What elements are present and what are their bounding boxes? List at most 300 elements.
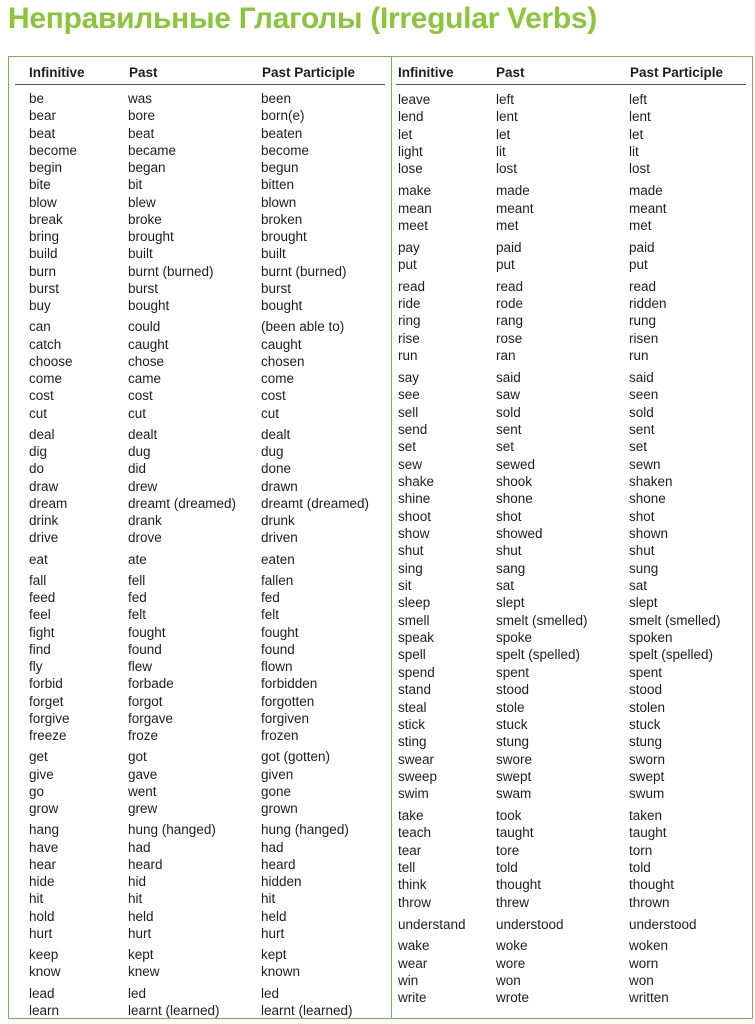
verb-past: rang [496, 313, 524, 329]
verb-past-participle: drunk [261, 513, 295, 528]
verb-past: drew [128, 478, 158, 494]
verb-infinitive: read [398, 278, 426, 294]
verb-past-participle: frozen [261, 728, 299, 743]
verb-infinitive: lead [29, 985, 55, 1001]
verb-past-participle: blown [261, 194, 297, 210]
verb-infinitive: mean [398, 200, 432, 216]
verb-past: hurt [128, 925, 152, 941]
verb-past: woke [496, 938, 528, 954]
verb-past-participle: sung [629, 560, 659, 576]
verb-infinitive: dream [29, 495, 68, 511]
verb-past-participle: torn [629, 842, 653, 858]
verb-infinitive: give [29, 766, 54, 782]
verb-past: let [496, 126, 511, 142]
verb-infinitive: run [398, 348, 418, 364]
verb-infinitive: light [398, 144, 423, 160]
verb-past-participle: sworn [629, 751, 666, 767]
verb-past-participle: read [629, 278, 657, 294]
verb-infinitive: hurt [29, 925, 53, 941]
verb-infinitive: sweep [398, 768, 438, 784]
verb-past-participle: born(e) [261, 108, 305, 124]
verb-infinitive: sell [398, 404, 419, 420]
verb-past: burst [128, 280, 159, 296]
verb-past-participle: begun [261, 160, 299, 175]
verb-past-participle: found [261, 641, 295, 657]
verb-past-participle: left [629, 92, 648, 107]
verb-past-participle: dreamt (dreamed) [261, 495, 370, 511]
verb-past: blew [128, 194, 156, 210]
verb-infinitive: leave [398, 92, 431, 107]
verb-past-participle: dealt [261, 426, 291, 442]
verb-past: taught [496, 825, 534, 841]
verb-past-participle: learnt (learned) [261, 1002, 353, 1018]
verb-infinitive: meet [398, 217, 429, 233]
verb-past-participle: hung (hanged) [261, 822, 349, 838]
verb-past: bore [128, 108, 156, 124]
verb-past: knew [128, 964, 160, 980]
verb-past: spent [496, 664, 530, 680]
verb-past: put [496, 256, 515, 272]
verb-infinitive: stick [398, 716, 425, 732]
verb-past: sent [496, 421, 522, 437]
verb-past: had [128, 839, 151, 855]
verb-past-participle: fought [261, 624, 299, 640]
verb-past-participle: known [261, 964, 301, 980]
verb-infinitive: be [29, 91, 45, 106]
verb-past: rose [496, 330, 523, 346]
verb-past-participle: written [629, 990, 669, 1006]
verb-past: sang [496, 560, 526, 576]
verb-infinitive: shut [398, 543, 424, 559]
verb-past: found [128, 641, 162, 657]
verb-past-participle: burnt (burned) [261, 263, 347, 279]
verb-past: brought [128, 229, 174, 244]
verb-past: said [496, 369, 521, 385]
column-divider [391, 57, 392, 1018]
verb-past: spoke [496, 630, 533, 646]
verb-past: froze [128, 728, 159, 743]
verb-past: could [128, 319, 161, 335]
verb-past-participle: paid [629, 239, 655, 255]
verb-infinitive: fall [29, 572, 47, 588]
verb-past: lit [496, 144, 506, 160]
verb-infinitive: hit [29, 891, 44, 907]
verb-past: hung (hanged) [128, 822, 216, 838]
verb-past-participle: bought [261, 298, 303, 313]
verb-infinitive: teach [398, 825, 432, 841]
verb-infinitive: let [398, 126, 413, 142]
verb-infinitive: forbid [29, 676, 63, 692]
verb-infinitive: come [29, 371, 63, 386]
verb-infinitive: catch [29, 336, 62, 352]
verb-infinitive: steal [398, 699, 427, 715]
verb-past: read [496, 278, 524, 294]
verb-past: chose [128, 353, 165, 369]
verb-infinitive: build [29, 246, 58, 262]
verb-past-participle: thrown [629, 894, 670, 910]
verb-infinitive: get [29, 749, 48, 765]
verb-infinitive: speak [398, 630, 435, 646]
verb-past: forgot [128, 693, 163, 709]
verb-infinitive: beat [29, 125, 56, 141]
verb-past-participle: stuck [629, 716, 661, 732]
verb-past: hid [128, 874, 147, 889]
verb-past-participle: driven [261, 530, 298, 546]
verb-infinitive: sew [398, 456, 423, 472]
verb-past: stuck [496, 716, 528, 732]
verb-past-participle: fed [261, 590, 280, 605]
verb-past-participle: smelt (smelled) [629, 612, 721, 628]
verb-past: learnt (learned) [128, 1002, 220, 1018]
verb-past-participle: sold [629, 404, 654, 420]
verb-past-participle: had [261, 839, 284, 855]
verb-past-participle: shaken [629, 473, 673, 489]
verb-past-participle: forgotten [261, 693, 315, 709]
verb-past-participle: stung [629, 734, 663, 750]
verb-infinitive: think [398, 877, 427, 893]
verb-past: led [128, 985, 147, 1001]
verb-past: lent [496, 109, 518, 125]
verb-infinitive: lend [398, 109, 424, 125]
verb-past: showed [496, 526, 543, 541]
verb-past: spelt (spelled) [496, 647, 581, 663]
verb-past: ran [496, 348, 516, 364]
verb-infinitive: bring [29, 229, 60, 244]
verb-infinitive: hang [29, 822, 60, 838]
verb-past: slept [496, 595, 525, 611]
verb-infinitive: tear [398, 842, 422, 858]
verb-infinitive: take [398, 808, 424, 823]
verb-infinitive: burst [29, 280, 60, 296]
verb-past-participle: spoken [629, 630, 673, 646]
verb-past-participle: sewn [629, 456, 661, 472]
verb-past: fed [128, 590, 147, 605]
verb-infinitive: draw [29, 478, 59, 494]
verb-past-participle: made [629, 183, 663, 199]
verb-past: shook [496, 473, 533, 489]
verb-past: tore [496, 842, 520, 858]
verb-past-participle: chosen [261, 353, 305, 369]
verb-past-participle: become [261, 142, 310, 158]
verb-past-participle: shone [629, 491, 666, 507]
verb-past: began [128, 160, 166, 175]
verb-past: fought [128, 624, 166, 640]
verb-past-participle: rung [629, 313, 657, 329]
verb-infinitive: bite [29, 177, 51, 193]
verb-infinitive: fight [29, 624, 55, 640]
verb-infinitive: hear [29, 856, 57, 872]
verb-past: drove [128, 530, 162, 546]
verb-infinitive: go [29, 783, 45, 799]
verb-infinitive: ring [398, 313, 421, 329]
verb-past: dealt [128, 426, 158, 442]
header-underline-right [396, 84, 746, 85]
verb-past: stung [496, 734, 530, 750]
verb-past-participle: sat [629, 578, 648, 594]
verb-infinitive: wear [398, 955, 428, 971]
verb-past-participle: woken [629, 938, 669, 954]
verb-infinitive: see [398, 387, 420, 403]
verb-past: fell [128, 572, 146, 588]
verb-past: flew [128, 659, 153, 674]
verb-past: smelt (smelled) [496, 612, 588, 628]
verb-infinitive: spell [398, 647, 426, 663]
verb-past: ate [128, 551, 147, 567]
verb-infinitive: cut [29, 405, 48, 421]
verb-past: forbade [128, 676, 174, 692]
verb-past-participle: gone [261, 783, 292, 799]
page-title: Неправильные Глаголы (Irregular Verbs) [8, 2, 597, 35]
verb-past: got [128, 749, 147, 765]
verb-infinitive: fly [29, 659, 43, 674]
verb-past-participle: lit [629, 144, 639, 160]
verb-infinitive: show [398, 526, 430, 541]
verb-past-participle: come [261, 371, 295, 386]
verb-past-participle: felt [261, 607, 280, 623]
verb-past-participle: kept [261, 947, 287, 962]
verb-infinitive: burn [29, 263, 57, 279]
verb-past-participle: won [629, 972, 654, 988]
verb-infinitive: buy [29, 298, 51, 313]
verb-past: told [496, 860, 518, 876]
verb-past-participle: got (gotten) [261, 749, 331, 765]
verb-infinitive: can [29, 319, 51, 335]
verb-infinitive: eat [29, 551, 48, 567]
verb-past-participle: been [261, 91, 292, 106]
verb-past: swore [496, 751, 533, 767]
verb-past-participle: worn [629, 955, 659, 971]
verb-past-participle: swum [629, 786, 665, 802]
verb-infinitive: shake [398, 473, 435, 489]
verb-past-participle: hidden [261, 874, 302, 889]
verb-infinitive: throw [398, 894, 432, 910]
verb-past-participle: flown [261, 659, 293, 674]
verb-past: shone [496, 491, 533, 507]
verb-infinitive: shoot [398, 508, 432, 524]
verb-past: meant [496, 200, 534, 216]
verb-past-participle: ridden [629, 296, 667, 312]
verb-past-participle: met [629, 217, 652, 233]
verb-past-participle: shown [629, 526, 669, 541]
verb-infinitive: say [398, 369, 420, 385]
verb-past: cost [128, 388, 153, 404]
verb-infinitive: blow [29, 194, 57, 210]
verb-infinitive: have [29, 839, 59, 855]
verb-infinitive: hide [29, 874, 55, 889]
verb-past-participle: lost [629, 161, 651, 177]
verb-past-participle: forgiven [261, 710, 310, 726]
verb-infinitive: dig [29, 444, 48, 459]
verb-past: burnt (burned) [128, 263, 214, 279]
verb-infinitive: drive [29, 530, 59, 546]
verb-infinitive: become [29, 142, 78, 158]
verb-past-participle: swept [629, 768, 665, 784]
verb-past: sold [496, 404, 521, 420]
verb-infinitive: hold [29, 908, 55, 924]
verb-past-participle: given [261, 766, 294, 782]
verb-infinitive: ride [398, 296, 421, 312]
verb-past-participle: sent [629, 421, 655, 437]
verb-past: made [496, 183, 530, 199]
verb-past: was [128, 91, 153, 106]
verb-past: caught [128, 336, 169, 352]
verb-past: became [128, 142, 177, 158]
verb-infinitive: put [398, 256, 417, 272]
header-past-right: Past [496, 65, 525, 80]
verb-past-participle: cut [261, 405, 280, 421]
verb-past-participle: built [261, 246, 286, 262]
verb-infinitive: swim [398, 786, 429, 802]
verb-past: kept [128, 947, 154, 962]
verb-past: bit [128, 177, 143, 193]
verb-past-participle: spelt (spelled) [629, 647, 714, 663]
verb-infinitive: win [398, 972, 419, 988]
verb-past-participle: meant [629, 200, 667, 216]
verb-infinitive: grow [29, 801, 59, 816]
verb-past-participle: burst [261, 280, 292, 296]
verb-infinitive: bear [29, 108, 57, 124]
verb-past: bought [128, 298, 170, 313]
verb-infinitive: send [398, 421, 428, 437]
verb-past: lost [496, 161, 518, 177]
verb-past: understood [496, 916, 564, 932]
verb-past-participle: spent [629, 664, 663, 680]
verb-infinitive: write [398, 990, 427, 1006]
verb-past-participle: beaten [261, 125, 303, 141]
verb-past: paid [496, 239, 522, 255]
verb-past: won [496, 972, 521, 988]
verb-past-participle: taken [629, 808, 663, 823]
verb-past-participle: led [261, 985, 280, 1001]
verb-past-participle: dug [261, 444, 284, 459]
verb-infinitive: find [29, 641, 51, 657]
verb-past-participle: understood [629, 916, 697, 932]
header-past-participle-left: Past Participle [262, 65, 356, 80]
verb-past: wrote [496, 990, 530, 1006]
header-underline-left [15, 84, 385, 85]
verb-past: saw [496, 387, 521, 403]
verb-infinitive: break [29, 211, 63, 227]
verb-past: did [128, 461, 147, 477]
verb-infinitive: pay [398, 239, 420, 255]
verb-infinitive: keep [29, 947, 59, 962]
verb-past-participle: let [629, 126, 644, 142]
verb-past-participle: bitten [261, 177, 295, 193]
verb-infinitive: feel [29, 607, 51, 623]
verb-past-participle: run [629, 348, 649, 364]
verb-past: threw [496, 894, 530, 910]
verb-infinitive: sting [398, 734, 427, 750]
verb-past-participle: caught [261, 336, 302, 352]
verb-infinitive: cost [29, 388, 54, 404]
verb-past-participle: grown [261, 801, 298, 816]
verb-past-participle: told [629, 860, 651, 876]
verb-past-participle: said [629, 369, 654, 385]
verb-past: dug [128, 444, 151, 459]
verb-past: stood [496, 682, 530, 698]
verb-past-participle: hurt [261, 925, 285, 941]
verb-past-participle: heard [261, 856, 296, 872]
verb-past-participle: eaten [261, 551, 295, 567]
verb-past: heard [128, 856, 163, 872]
verb-infinitive: sleep [398, 595, 431, 611]
verb-infinitive: understand [398, 916, 466, 932]
verb-infinitive: swear [398, 751, 435, 767]
verb-past: took [496, 808, 522, 823]
verb-infinitive: sit [398, 578, 412, 594]
verb-past: came [128, 371, 162, 386]
verb-infinitive: stand [398, 682, 432, 698]
verb-past-participle: set [629, 439, 648, 455]
verb-infinitive: feed [29, 590, 56, 605]
header-infinitive-right: Infinitive [398, 65, 454, 80]
verb-past: gave [128, 766, 158, 782]
verb-past: cut [128, 405, 147, 421]
verb-past-participle: risen [629, 330, 659, 346]
verb-infinitive: set [398, 439, 417, 455]
verb-infinitive: forgive [29, 710, 70, 726]
verb-past-participle: slept [629, 595, 658, 611]
verb-infinitive: begin [29, 160, 63, 175]
verb-infinitive: choose [29, 353, 73, 369]
verb-past: swam [496, 786, 532, 802]
verb-infinitive: smell [398, 612, 430, 628]
verb-past-participle: stolen [629, 699, 666, 715]
verb-infinitive: shine [398, 491, 431, 507]
verb-past: felt [128, 607, 147, 623]
verb-past: went [128, 783, 157, 799]
verb-past-participle: taught [629, 825, 667, 841]
verb-past: rode [496, 296, 524, 312]
verb-past: sat [496, 578, 515, 594]
verb-infinitive: know [29, 964, 61, 980]
verb-infinitive: wake [398, 938, 430, 954]
verb-past-participle: stood [629, 682, 663, 698]
verb-past-participle: forbidden [261, 676, 318, 692]
verb-past-participle: (been able to) [261, 319, 345, 335]
verb-past: met [496, 217, 519, 233]
verb-past: set [496, 439, 515, 455]
verb-past-participle: lent [629, 109, 651, 125]
verb-past: stole [496, 699, 525, 715]
verb-infinitive: forget [29, 693, 64, 709]
verb-past-participle: drawn [261, 478, 298, 494]
verb-past-participle: held [261, 908, 287, 924]
verb-past: broke [128, 211, 162, 227]
verb-past-participle: done [261, 461, 292, 477]
verb-infinitive: tell [398, 860, 416, 876]
header-infinitive-left: Infinitive [29, 65, 85, 80]
verb-past: shut [496, 543, 522, 559]
verb-infinitive: freeze [29, 728, 67, 743]
verb-infinitive: sing [398, 560, 423, 576]
verb-infinitive: do [29, 461, 45, 477]
verb-past: sewed [496, 456, 536, 472]
verb-past: thought [496, 877, 542, 893]
verb-past: hit [128, 891, 143, 907]
verb-past-participle: shut [629, 543, 655, 559]
verb-past-participle: brought [261, 229, 307, 244]
verb-infinitive: lose [398, 161, 423, 177]
verb-past-participle: hit [261, 891, 276, 907]
verb-past-participle: put [629, 256, 648, 272]
verb-past: grew [128, 801, 158, 816]
verb-past: beat [128, 125, 155, 141]
verb-past-participle: fallen [261, 572, 294, 588]
verb-past-participle: thought [629, 877, 675, 893]
verb-past-participle: seen [629, 387, 659, 403]
verb-past-participle: cost [261, 388, 286, 404]
